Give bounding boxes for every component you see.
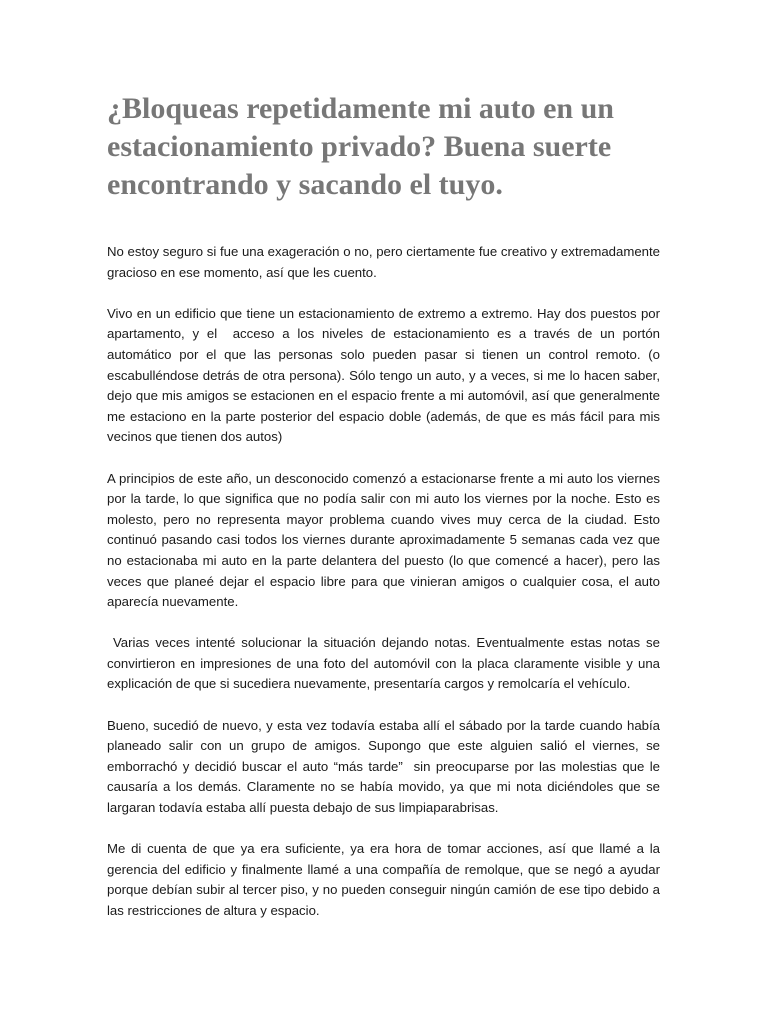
paragraph-3: A principios de este año, un desconocido comenzó a estacionarse frente a mi auto los viernes por la tarde, lo que significa que no podía salir con mi auto los viernes por la noche. Esto es molesto, pero no representa mayor problema cuando vives muy cerca de la ciudad. Esto continuó pasando casi todos los viernes durante aproximadamente 5 semanas cada vez que no estacionaba mi auto en la parte delantera del puesto (lo que comencé a hacer), pero las veces que planeé dejar el espacio libre para que vinieran amigos o cualquier cosa, el auto aparecía nuevamente. bbox=[107, 470, 664, 610]
document-title: ¿Bloqueas repetidamente mi auto en un estacionamiento privado? Buena suerte encontrando y sacando el tuyo. bbox=[107, 92, 614, 201]
document-page bbox=[107, 90, 664, 942]
paragraph-2: Vivo en un edificio que tiene un estacionamiento de extremo a extremo. Hay dos puestos por apartamento, y el acceso a los niveles de estacionamiento es a través de un portón automático por el que las personas solo pueden pasar si tienen un control remoto. (o escabulléndose detrás de otra persona). Sólo tengo un auto, y a veces, si me lo hacen saber, dejo que mis amigos se estacionen en el espacio frente a mi automóvil, así que generalmente me estaciono en la parte posterior del espacio doble (además, de que es más fácil para mis vecinos que tienen dos autos) bbox=[107, 305, 664, 445]
paragraph-5: Bueno, sucedió de nuevo, y esta vez todavía estaba allí el sábado por la tarde cuando había planeado salir con un grupo de amigos. Supongo que este alguien salió el viernes, se emborrachó y decidió buscar el auto “más tarde” sin preocuparse por las molestias que le causaría a los demás. Claramente no se había movido, ya que mi nota diciéndoles que se largaran todavía estaba allí puesta debajo de sus limpiaparabrisas. bbox=[107, 717, 664, 816]
paragraph-4: Varias veces intenté solucionar la situación dejando notas. Eventualmente estas notas se convirtieron en impresiones de una foto del automóvil con la placa claramente visible y una explicación de que si sucediera nuevamente, presentaría cargos y remolcaría el vehículo. bbox=[107, 635, 664, 692]
paragraph-1: No estoy seguro si fue una exageración o no, pero ciertamente fue creativo y extremadamente gracioso en ese momento, así que les cuento. bbox=[107, 244, 664, 280]
paragraph-6: Me di cuenta de que ya era suficiente, ya era hora de tomar acciones, así que llamé a la gerencia del edificio y finalmente llamé a una compañía de remolque, que se negó a ayudar porque debían subir al tercer piso, y no pueden conseguir ningún camión de ese tipo debido a las restricciones de altura y espacio. bbox=[107, 841, 664, 918]
